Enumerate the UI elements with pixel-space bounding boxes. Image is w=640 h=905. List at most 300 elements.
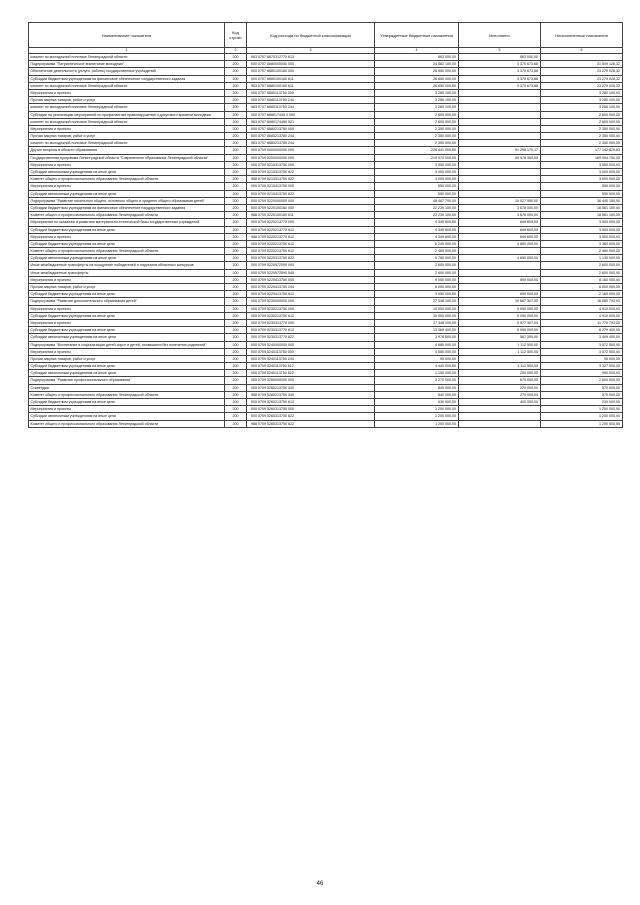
row-executed [459,355,541,362]
table-row [29,140,623,147]
row-executed [459,183,541,190]
row-budget-code: 000 0709 5260313750 622 [247,413,375,420]
table-row [29,104,623,111]
row-code: 200 [225,190,247,197]
row-unexecuted: 1 200 000,00 [541,420,623,427]
row-budget-code: 988 0709 5210313750 622 [247,176,375,183]
row-executed [459,248,541,255]
table-row [29,334,623,341]
row-approved: 27 348 100,00 [375,298,459,305]
table-row [29,82,623,89]
row-unexecuted [541,54,623,61]
row-executed [459,413,541,420]
row-code: 200 [225,75,247,82]
row-budget-code: 000 0709 5220572090 000 [247,262,375,269]
row-name: Субсидии автономным учреждениям на иные цели [29,169,225,176]
row-name: Государственная программа Ленинградской области "Современное образование Ленинградской области" [29,154,225,161]
row-approved: 10 000 000,00 [375,312,459,319]
row-approved: 3 978 800,00 [375,334,459,341]
row-code: 200 [225,197,247,204]
row-name: Субсидии автономным учреждениям на иные цели [29,370,225,377]
row-name: Другие вопросы в области образования [29,147,225,154]
page-number: 46 [316,881,324,887]
row-approved: 2 600 000,00 [375,111,459,118]
row-name: Мероприятия и проекты [29,161,225,168]
row-approved: 2 350 000,00 [375,125,459,132]
row-executed: 5 090 000,00 [459,327,541,334]
row-code: 200 [225,298,247,305]
table-row [29,319,623,326]
row-executed [459,161,541,168]
table-row [29,355,623,362]
row-unexecuted: 18 561 100,00 [541,204,623,211]
row-executed: 3 370 673,68 [459,61,541,68]
row-budget-code: 000 0709 5210313750 622 [247,169,375,176]
row-approved: 3 050 000,00 [375,291,459,298]
row-name: Мероприятия и проекты [29,89,225,96]
row-unexecuted: 11 770 793,00 [541,319,623,326]
row-name: Комитет общего и профессионального образования Ленинградской области [29,391,225,398]
table-row [29,399,623,406]
row-code: 200 [225,348,247,355]
header-unexecuted: Неисполненные назначения [541,23,623,48]
table-row [29,183,623,190]
table-row [29,190,623,197]
row-code: 200 [225,176,247,183]
row-code: 200 [225,370,247,377]
row-name: Мероприятия по оказанию и развитию материально-технической базы государственных учреждений [29,219,225,226]
row-approved: 3 000 000,00 [375,176,459,183]
row-budget-code: 000 0709 5220213770 612 [247,226,375,233]
row-code: 200 [225,111,247,118]
row-name: Мероприятия и проекты [29,406,225,413]
row-code: 200 [225,82,247,89]
row-budget-code: 000 0709 5240113750 244 [247,355,375,362]
table-row [29,169,623,176]
row-executed [459,190,541,197]
row-budget-code: 000 0709 5230213750 612 [247,312,375,319]
row-code: 200 [225,334,247,341]
row-unexecuted: 3 280 100,00 [541,89,623,96]
row-budget-code: 963 0707 6680174450 521 [247,118,375,125]
row-budget-code: 000 0709 5230000000 000 [247,298,375,305]
row-approved: 1 150 000,00 [375,370,459,377]
header-name: Наименование показателя [29,23,225,48]
row-name: Субсидии бюджетным учреждениям на иные цели [29,226,225,233]
row-approved: 3 270 000,00 [375,377,459,384]
row-approved: 4 685 000,00 [375,348,459,355]
row-approved: 95 000,00 [375,355,459,362]
row-budget-code: 000 0709 5260213750 340 [247,384,375,391]
row-code: 200 [225,140,247,147]
row-unexecuted: 3 327 500,00 [541,363,623,370]
table-row [29,348,623,355]
row-code: 200 [225,319,247,326]
table-row [29,226,623,233]
row-executed: 270 000,00 [459,384,541,391]
row-unexecuted: 31 509 126,32 [541,61,623,68]
row-unexecuted: 1 130 000,00 [541,255,623,262]
row-executed [459,89,541,96]
row-unexecuted: 2 350 000,00 [541,133,623,140]
row-name: Субсидии бюджетным учреждениям на иные цели [29,240,225,247]
row-executed: 3 678 000,00 [459,204,541,211]
row-code: 200 [225,312,247,319]
row-unexecuted: 177 142 829,83 [541,147,623,154]
row-budget-code: 963 0707 6680213780 244 [247,140,375,147]
row-code: 200 [225,169,247,176]
row-budget-code: 000 0709 5240000000 000 [247,341,375,348]
row-unexecuted: 169 094 700,00 [541,154,623,161]
row-approved: 10 000 000,00 [375,305,459,312]
row-executed: 4 880 000,00 [459,240,541,247]
row-code: 200 [225,391,247,398]
row-executed [459,262,541,269]
row-executed [459,133,541,140]
row-executed [459,176,541,183]
row-name: Подпрограмма "Воспитание и социализация детей-сирот и детей, оставшихся без попечения родителей" [29,341,225,348]
table-row [29,327,623,334]
row-executed: 3 370 673,68 [459,82,541,89]
row-approved: 26 650 000,00 [375,68,459,75]
row-name: комитет по молодежной политике Ленинградской области [29,82,225,89]
table-row [29,363,623,370]
row-code: 200 [225,61,247,68]
table-row [29,370,623,377]
row-unexecuted: 550 000,00 [541,190,623,197]
table-row [29,305,623,312]
column-number: 3 [247,48,375,54]
row-executed: 5 090 000,00 [459,305,541,312]
header-executed: Исполнено [459,23,541,48]
row-unexecuted: 3 500 000,00 [541,233,623,240]
row-executed: 5 090 000,00 [459,312,541,319]
row-unexecuted: 8 160 000,00 [541,276,623,283]
row-unexecuted: 2 460 000,00 [541,248,623,255]
row-name: Мероприятия и проекты [29,125,225,132]
row-executed: 10 027 550,00 [459,197,541,204]
row-executed: 1 112 500,00 [459,363,541,370]
row-name: комитет по молодежной политике Ленинградской области [29,118,225,125]
row-code: 200 [225,327,247,334]
row-unexecuted: 2 600 000,00 [541,269,623,276]
row-code: 200 [225,183,247,190]
row-unexecuted: 950 000,00 [541,370,623,377]
row-unexecuted: 36 440 150,00 [541,197,623,204]
row-executed: 890 000,00 [459,276,541,283]
row-budget-code: 000 0707 6680213780 244 [247,133,375,140]
row-unexecuted: 570 000,00 [541,384,623,391]
row-approved: 6 000 000,00 [375,284,459,291]
table-row [29,204,623,211]
row-name: Прочая закупка товаров, работ и услуг [29,284,225,291]
row-executed [459,269,541,276]
table-row [29,413,623,420]
row-budget-code: 000 0709 5210313750 000 [247,161,375,168]
row-unexecuted: 3 280 100,00 [541,97,623,104]
row-budget-code: 000 0709 0000000000 000 [247,147,375,154]
row-executed: 3 678 000,00 [459,212,541,219]
row-name: Субсидии бюджетным учреждениям на иные цели [29,363,225,370]
row-executed [459,284,541,291]
table-row [29,377,623,384]
row-approved: 840 000,00 [375,384,459,391]
row-approved: 2 600 000,00 [375,269,459,276]
row-name: Комитет общего и профессионального образования Ленинградской области [29,176,225,183]
row-name: Комитет общего и профессионального образования Ленинградской области [29,420,225,427]
table-row [29,240,623,247]
row-unexecuted: 3 000 000,00 [541,176,623,183]
row-approved: 4 440 000,00 [375,363,459,370]
row-name: Подпрограмма "Патриотическое воспитание молодежи" [29,61,225,68]
row-approved: 863 000,00 [375,54,459,61]
row-unexecuted: 8 279 400,00 [541,327,623,334]
row-executed: 270 000,00 [459,391,541,398]
row-name: Субсидии на реализацию мероприятий по профилактике правонарушений и досугового времени молодежи [29,111,225,118]
table-row [29,89,623,96]
row-budget-code: 963 0707 6670312770 612 [247,54,375,61]
row-executed: 567 300,00 [459,334,541,341]
row-name: комитет по молодежной политике Ленинградской области [29,54,225,61]
row-unexecuted: 2 600 000,00 [541,111,623,118]
row-unexecuted: 4 910 000,00 [541,305,623,312]
row-unexecuted: 3 000 000,00 [541,169,623,176]
row-approved: 9 050 000,00 [375,276,459,283]
row-executed: 1 112 500,00 [459,341,541,348]
row-approved: 5 780 000,00 [375,255,459,262]
row-unexecuted: 3 500 000,00 [541,219,623,226]
row-budget-code: 000 0707 6680100160 000 [247,68,375,75]
row-executed [459,111,541,118]
row-approved: 22 239 100,00 [375,204,459,211]
row-budget-code: 000 0707 6680113750 000 [247,89,375,96]
row-approved: 3 550 000,00 [375,161,459,168]
table-row [29,97,623,104]
header-row [29,23,623,48]
row-code: 200 [225,133,247,140]
row-name: Иные межбюджетные трансферты на поощрение победителей и лауреатов областных конкурсов [29,262,225,269]
row-unexecuted: 3 360 000,00 [541,240,623,247]
row-code: 200 [225,355,247,362]
table-row [29,233,623,240]
row-approved: 630 000,00 [375,399,459,406]
table-row [29,269,623,276]
row-unexecuted: 1 200 000,00 [541,406,623,413]
row-name: Подпрограмма "Развитие профессионального образования" [29,377,225,384]
row-executed [459,420,541,427]
table-row [29,111,623,118]
row-executed: 890 000,00 [459,291,541,298]
row-code: 200 [225,118,247,125]
row-executed [459,140,541,147]
row-executed: 10 667 307,00 [459,298,541,305]
table-row [29,212,623,219]
table-row [29,133,623,140]
row-executed [459,104,541,111]
row-approved: 2 460 000,00 [375,248,459,255]
row-budget-code: 000 0709 5220000000 000 [247,197,375,204]
table-row [29,147,623,154]
table-row [29,248,623,255]
row-executed: 5 577 307,00 [459,319,541,326]
row-unexecuted: 3 572 500,00 [541,341,623,348]
row-unexecuted: 550 000,00 [541,183,623,190]
row-executed: 863 000,00 [459,54,541,61]
row-executed: 49 975 300,00 [459,154,541,161]
row-code: 200 [225,276,247,283]
budget-execution-table [28,22,623,428]
table-row [29,68,623,75]
row-approved: 3 280 100,00 [375,104,459,111]
table-row [29,161,623,168]
row-budget-code: 000 0709 5220413750 612 [247,291,375,298]
table-row [29,420,623,427]
row-approved: 1 200 000,00 [375,420,459,427]
row-unexecuted: 570 000,00 [541,391,623,398]
row-executed [459,97,541,104]
row-name: Субсидии автономным учреждениям на иные цели [29,334,225,341]
row-budget-code: 000 0709 5220213750 612 [247,248,375,255]
row-code: 200 [225,104,247,111]
row-name: Подпрограмма "Развитие дополнительного образования детей" [29,298,225,305]
row-name: Мероприятия и проекты [29,183,225,190]
row-unexecuted: 2 600 000,00 [541,118,623,125]
row-budget-code: 000 0709 5240113750 612 [247,363,375,370]
row-unexecuted: 6 000 000,00 [541,284,623,291]
row-name: Иные межбюджетные трансферты [29,269,225,276]
row-budget-code: 000 0709 5260000000 000 [247,377,375,384]
row-executed [459,118,541,125]
row-code: 200 [225,204,247,211]
row-executed: 849 600,00 [459,219,541,226]
row-name: комитет по молодежной политике Ленинградской области [29,104,225,111]
header-budget-code: Код расхода по бюджетной классификации [247,23,375,48]
row-unexecuted: 2 160 000,00 [541,291,623,298]
row-name: Мероприятия и проекты [29,319,225,326]
row-code: 200 [225,399,247,406]
row-unexecuted: 23 279 026,32 [541,68,623,75]
row-approved: 550 000,00 [375,183,459,190]
row-code: 200 [225,291,247,298]
row-executed [459,169,541,176]
row-budget-code: 000 0709 5210413750 622 [247,190,375,197]
row-budget-code: 000 0707 6680213780 000 [247,125,375,132]
budget-table-sheet [28,22,622,428]
row-budget-code: 000 0707 6680000000 000 [247,61,375,68]
row-name: Подпрограмма "Развитие начального общего, основного общего и среднего общего образования детей" [29,197,225,204]
table-row [29,75,623,82]
row-budget-code: 000 0709 5230213750 000 [247,305,375,312]
row-code: 200 [225,341,247,348]
row-approved: 8 240 000,00 [375,240,459,247]
row-executed: 200 000,00 [459,370,541,377]
row-code: 200 [225,255,247,262]
row-code: 200 [225,420,247,427]
row-unexecuted: 16 680 793,00 [541,298,623,305]
row-unexecuted: 3 409 400,00 [541,334,623,341]
row-unexecuted: 95 000,00 [541,355,623,362]
row-budget-code: 000 0707 668017445 0 000 [247,111,375,118]
row-budget-code: 000 0709 5220413750 000 [247,276,375,283]
row-name: Комитет общего и профессионального образования Ленинградской области [29,212,225,219]
row-code: 200 [225,212,247,219]
row-name: Субсидии автономным учреждениям на иные цели [29,190,225,197]
row-code: 200 [225,248,247,255]
table-row [29,284,623,291]
row-budget-code: 000 0709 5220413750 244 [247,284,375,291]
row-budget-code: 000 0709 5260313750 000 [247,406,375,413]
header-code: Код строки [225,23,247,48]
row-name: Мероприятия и проекты [29,233,225,240]
table-row [29,197,623,204]
row-name: Обеспечение деятельности (услуги, работы) государственных учреждений [29,68,225,75]
row-code: 200 [225,269,247,276]
table-row [29,125,623,132]
table-row [29,406,623,413]
column-number: 1 [29,48,225,54]
row-name: Субсидии автономным учреждениям на иные цели [29,413,225,420]
column-number: 6 [541,48,623,54]
row-executed: 51 298 170,17 [459,147,541,154]
row-budget-code: 000 0709 5200000000 000 [247,154,375,161]
row-unexecuted: 3 572 500,00 [541,348,623,355]
row-approved: 4 349 600,00 [375,219,459,226]
table-row [29,176,623,183]
row-code: 200 [225,226,247,233]
row-approved: 550 000,00 [375,190,459,197]
row-executed [459,125,541,132]
row-budget-code: 000 0709 5210413750 000 [247,183,375,190]
row-code: 200 [225,125,247,132]
row-approved: 22 239 100,00 [375,212,459,219]
row-approved: 46 467 700,00 [375,197,459,204]
row-code: 200 [225,413,247,420]
row-code: 200 [225,89,247,96]
row-unexecuted: 3 550 000,00 [541,161,623,168]
row-budget-code: 000 0709 5220313750 622 [247,255,375,262]
row-approved: 4 349 600,00 [375,226,459,233]
table-row [29,276,623,283]
row-code: 200 [225,406,247,413]
row-unexecuted: 1 200 000,00 [541,413,623,420]
row-code: 200 [225,377,247,384]
row-code: 200 [225,305,247,312]
row-executed: 849 600,00 [459,226,541,233]
row-approved: 3 000 000,00 [375,169,459,176]
row-approved: 219 070 000,00 [375,154,459,161]
row-code: 200 [225,68,247,75]
table-row [29,341,623,348]
row-budget-code: 963 0707 6680113750 244 [247,104,375,111]
row-budget-code: 000 0709 5230313770 000 [247,319,375,326]
row-name: комитет по молодежной политике Ленинградской области [29,140,225,147]
column-number: 5 [459,48,541,54]
row-budget-code: 000 0709 5220213770 000 [247,219,375,226]
row-name: Мероприятия и проекты [29,348,225,355]
column-number: 4 [375,48,459,54]
row-approved: 840 000,00 [375,391,459,398]
row-budget-code: 000 0709 5260213750 612 [247,399,375,406]
row-budget-code: 000 0709 5220213750 612 [247,240,375,247]
row-code: 200 [225,233,247,240]
row-name: Прочая закупка товаров, работ и услуг [29,355,225,362]
row-budget-code: 000 0707 6680113750 244 [247,97,375,104]
row-unexecuted: 23 279 026,32 [541,75,623,82]
row-unexecuted: 18 561 100,00 [541,212,623,219]
table-row [29,312,623,319]
table-row [29,255,623,262]
row-name: Мероприятия и проекты [29,276,225,283]
